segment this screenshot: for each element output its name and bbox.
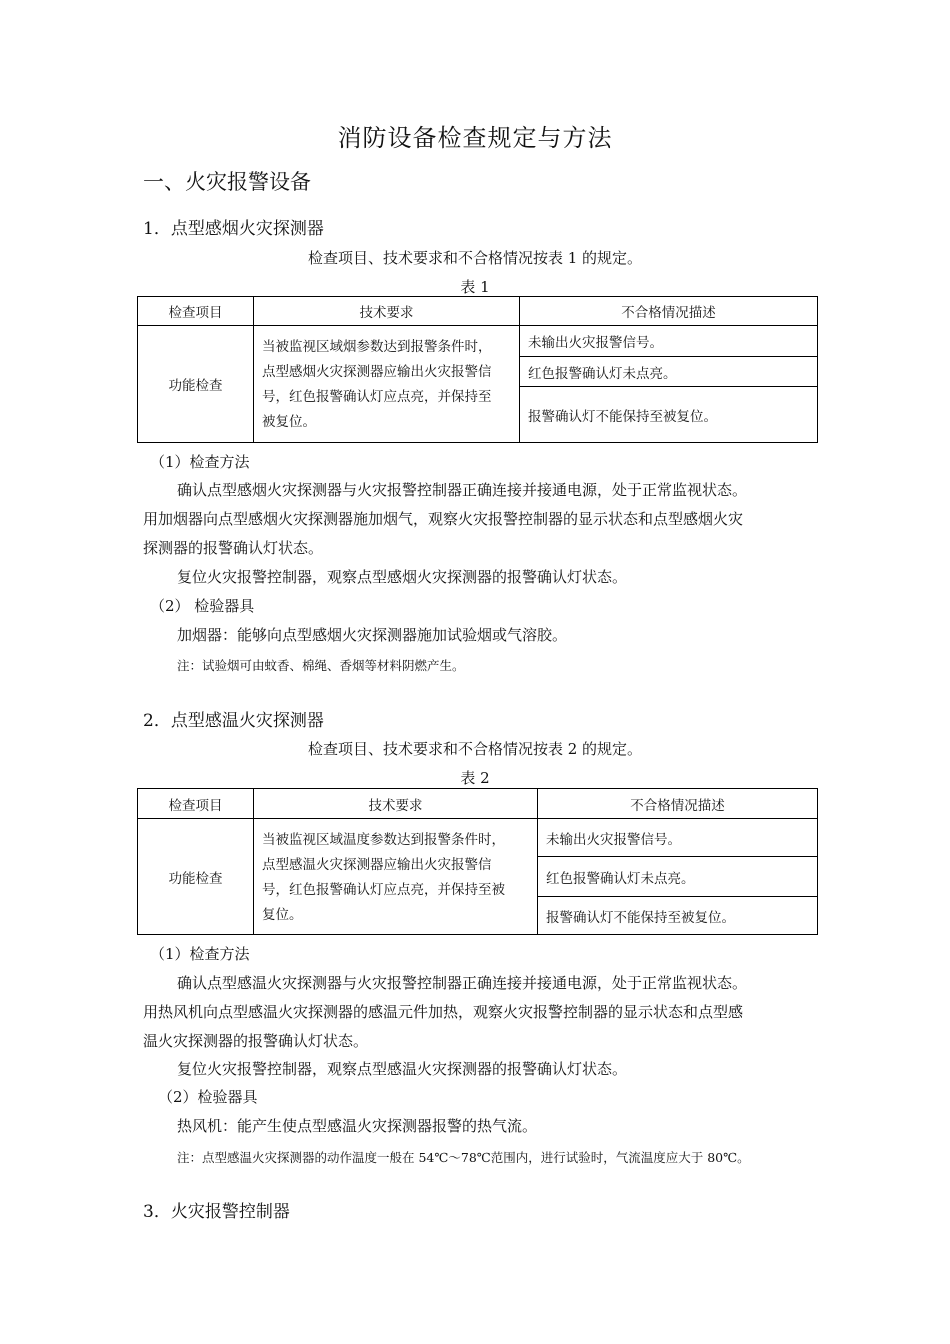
- table-header-cell: 检查项目: [138, 297, 254, 326]
- spec-table: [137, 296, 818, 443]
- tools-heading: （2） 检验器具: [150, 597, 255, 615]
- table-header-cell: 技术要求: [254, 789, 538, 819]
- table-failure-cell: 未输出火灾报警信号。: [520, 326, 818, 357]
- table-failure-cell: 报警确认灯不能保持至被复位。: [538, 897, 818, 935]
- table-caption: 表 1: [460, 278, 490, 296]
- requirement-line: 被复位。: [262, 414, 316, 430]
- tools-heading: （2）检验器具: [158, 1088, 258, 1106]
- table-row: [138, 326, 818, 357]
- tools-line: 热风机：能产生使点型感温火灾探测器报警的热气流。: [177, 1117, 538, 1135]
- subsection-heading: 3．火灾报警控制器: [143, 1202, 290, 1222]
- table-intro: 检查项目、技术要求和不合格情况按表 1 的规定。: [307, 249, 643, 267]
- requirement-line: 点型感烟火灾探测器应输出火灾报警信: [262, 364, 492, 380]
- method-line: 复位火灾报警控制器，观察点型感烟火灾探测器的报警确认灯状态。: [177, 568, 628, 586]
- method-line: 确认点型感温火灾探测器与火灾报警控制器正确连接并接通电源，处于正常监视状态。: [177, 974, 748, 992]
- table-row: [138, 819, 818, 857]
- method-line: 温火灾探测器的报警确认灯状态。: [143, 1032, 369, 1050]
- requirement-line: 当被监视区域烟参数达到报警条件时，: [262, 339, 492, 355]
- method-line: 用热风机向点型感温火灾探测器的感温元件加热，观察火灾报警控制器的显示状态和点型感: [143, 1003, 744, 1021]
- note: 注：试验烟可由蚊香、棉绳、香烟等材料阴燃产生。: [177, 658, 465, 673]
- tools-line: 加烟器：能够向点型感烟火灾探测器施加试验烟或气溶胶。: [177, 626, 568, 644]
- requirement-line: 号，红色报警确认灯应点亮，并保持至: [262, 389, 492, 405]
- table-header-cell: 不合格情况描述: [520, 297, 818, 326]
- method-line: 用加烟器向点型感烟火灾探测器施加烟气，观察火灾报警控制器的显示状态和点型感烟火灾: [143, 510, 744, 528]
- table-failure-cell: 未输出火灾报警信号。: [538, 819, 818, 857]
- note: 注：点型感温火灾探测器的动作温度一般在 54℃～78℃范围内，进行试验时，气流温度应大于 80℃。: [177, 1150, 750, 1165]
- table-intro: 检查项目、技术要求和不合格情况按表 2 的规定。: [307, 740, 643, 758]
- page-title: 消防设备检查规定与方法: [337, 124, 613, 152]
- table-requirement-cell: [254, 819, 538, 935]
- table-requirement-cell: [254, 326, 520, 443]
- table-header-cell: 检查项目: [138, 789, 254, 819]
- table-caption: 表 2: [460, 769, 490, 787]
- table-header-row: [138, 789, 818, 819]
- section-heading: 一、火灾报警设备: [143, 170, 311, 194]
- method-line: 确认点型感烟火灾探测器与火灾报警控制器正确连接并接通电源，处于正常监视状态。: [177, 481, 748, 499]
- table-item-cell: 功能检查: [138, 326, 254, 443]
- method-heading: （1）检查方法: [150, 453, 250, 471]
- table-header-cell: 不合格情况描述: [538, 789, 818, 819]
- method-heading: （1）检查方法: [150, 945, 250, 963]
- requirement-line: 当被监视区域温度参数达到报警条件时，: [262, 831, 505, 848]
- method-line: 探测器的报警确认灯状态。: [143, 539, 324, 557]
- requirement-line: 复位。: [262, 906, 303, 923]
- table-header-cell: 技术要求: [254, 297, 520, 326]
- spec-table: [137, 788, 818, 935]
- table-header-row: [138, 297, 818, 326]
- table-failure-cell: 红色报警确认灯未点亮。: [538, 857, 818, 897]
- subsection-heading: 1．点型感烟火灾探测器: [143, 219, 324, 239]
- subsection-heading: 2．点型感温火灾探测器: [143, 711, 324, 731]
- requirement-line: 点型感温火灾探测器应输出火灾报警信: [262, 856, 492, 873]
- table-item-cell: 功能检查: [138, 819, 254, 935]
- requirement-line: 号，红色报警确认灯应点亮，并保持至被: [262, 881, 505, 898]
- table-failure-cell: 报警确认灯不能保持至被复位。: [520, 387, 818, 443]
- method-line: 复位火灾报警控制器，观察点型感温火灾探测器的报警确认灯状态。: [177, 1060, 628, 1078]
- table-failure-cell: 红色报警确认灯未点亮。: [520, 357, 818, 387]
